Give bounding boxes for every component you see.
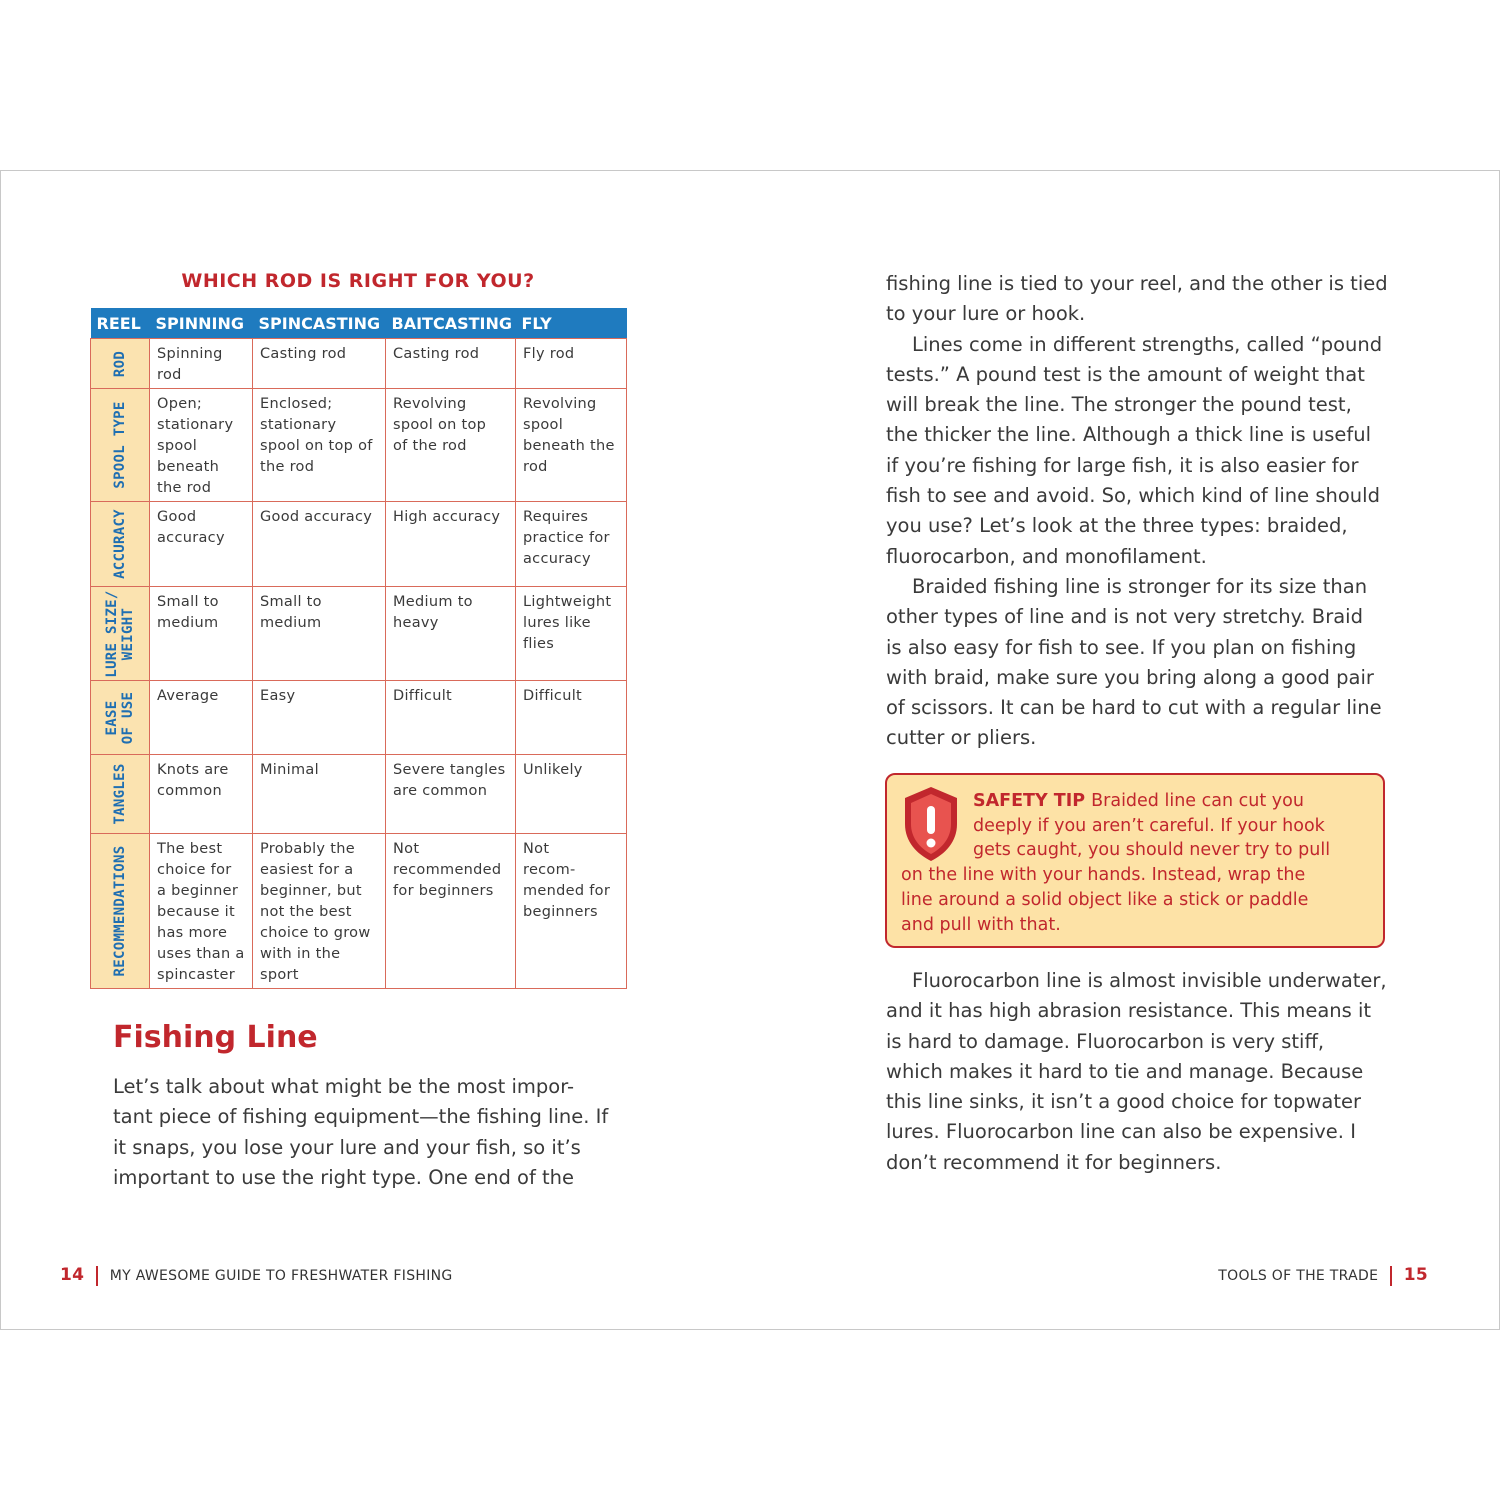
text-line: will break the line. The stronger the pound test,: [886, 393, 1352, 417]
cell-line: Medium to: [393, 594, 473, 610]
row-header: [91, 389, 150, 502]
text-line: you use? Let’s look at the three types: braided,: [886, 514, 1348, 538]
table-cell: [150, 389, 253, 502]
cell-line: sport: [260, 967, 299, 983]
cell-line: lures like: [523, 615, 591, 631]
footer-book-title: MY AWESOME GUIDE TO FRESHWATER FISHING: [109, 1268, 453, 1284]
text-line: tant piece of fishing equipment—the fishing line. If: [113, 1105, 609, 1129]
table-cell: [253, 834, 386, 989]
text-line: Lines come in different strengths, called “pound: [912, 332, 1383, 356]
row-header-label: [104, 590, 136, 677]
cell-line: stationary: [260, 417, 337, 433]
page-number-right: 15: [1403, 1265, 1428, 1285]
text-line: lures. Fluorocarbon line can also be expensive. I: [886, 1120, 1356, 1144]
text-line: this line sinks, it isn’t a good choice for topwater: [886, 1090, 1362, 1114]
row-header: [91, 681, 150, 755]
header-reel: REEL: [91, 308, 150, 339]
cell-line: uses than a: [157, 946, 245, 962]
cell-line: rod: [157, 367, 182, 383]
cell-line: Difficult: [393, 688, 453, 704]
table-cell: [150, 502, 253, 587]
cell-line: because it: [157, 904, 235, 920]
row-header-text: ROD: [112, 350, 128, 377]
section-heading: Fishing Line: [113, 1020, 318, 1055]
cell-line: spool: [523, 417, 564, 433]
table-row: [91, 502, 627, 587]
safety-tip-line: line around a solid object like a stick or paddle: [901, 889, 1309, 910]
table-cell: [386, 755, 516, 834]
row-header: [91, 755, 150, 834]
text-line: don’t recommend it for beginners.: [886, 1150, 1222, 1174]
text-line: Braided fishing line is stronger for its size than: [912, 574, 1368, 598]
table-cell: [386, 587, 516, 681]
table-row: [91, 755, 627, 834]
cell-line: Severe tangles: [393, 762, 506, 778]
table-header-row: [91, 308, 627, 339]
cell-line: spool on top: [393, 417, 487, 433]
table-cell: [516, 681, 627, 755]
header-spinning: SPINNING: [150, 308, 253, 339]
cell-line: has more: [157, 925, 228, 941]
text-line: is also easy for fish to see. If you plan on fishing: [886, 635, 1357, 659]
safety-tip-line: Braided line can cut you: [1091, 791, 1304, 811]
text-line: with braid, make sure you bring along a good pair: [886, 665, 1374, 689]
row-header-text: TANGLES: [112, 763, 128, 825]
table-cell: [386, 681, 516, 755]
table-cell: [253, 681, 386, 755]
cell-line: Probably the: [260, 841, 355, 857]
cell-line: Minimal: [260, 762, 319, 778]
text-line: if you’re fishing for large fish, it is also easier for: [886, 453, 1359, 477]
cell-line: recom-: [523, 862, 576, 878]
cell-line: beneath: [157, 459, 220, 475]
cell-line: High accuracy: [393, 509, 501, 525]
cell-line: choice to grow: [260, 925, 371, 941]
row-header: [91, 587, 150, 681]
cell-line: spincaster: [157, 967, 235, 983]
cell-line: beneath the: [523, 438, 615, 454]
row-header-text: SPOOL TYPE: [112, 401, 128, 489]
header-spincasting: SPINCASTING: [253, 308, 386, 339]
cell-line: of the rod: [393, 438, 467, 454]
row-header: [91, 502, 150, 587]
cell-line: the rod: [260, 459, 315, 475]
cell-line: Enclosed;: [260, 396, 333, 412]
cell-line: Revolving: [393, 396, 467, 412]
row-header: [91, 834, 150, 989]
cell-line: spool on top of: [260, 438, 373, 454]
row-header-text: LURE SIZE/: [104, 589, 120, 678]
table-cell: [386, 502, 516, 587]
cell-line: Average: [157, 688, 219, 704]
table-row: [91, 587, 627, 681]
cell-line: Revolving: [523, 396, 597, 412]
cell-line: Small to: [260, 594, 322, 610]
text-line: and it has high abrasion resistance. This means it: [886, 999, 1372, 1023]
table-cell: [516, 755, 627, 834]
table-cell: [150, 339, 253, 389]
safety-tip-line: deeply if you aren’t careful. If your hook: [973, 815, 1325, 836]
row-header-label: [112, 401, 128, 488]
cell-line: flies: [523, 636, 555, 652]
rod-comparison-table: [90, 308, 627, 989]
table-row: [91, 389, 627, 502]
cell-line: Requires: [523, 509, 589, 525]
header-baitcasting: BAITCASTING: [386, 308, 516, 339]
safety-tip-box: [885, 773, 1385, 948]
table-cell: [253, 502, 386, 587]
text-line: of scissors. It can be hard to cut with a regular line: [886, 696, 1382, 720]
cell-line: spool: [157, 438, 198, 454]
text-line: fish to see and avoid. So, which kind of line should: [886, 484, 1380, 508]
row-header-label: [112, 846, 128, 977]
cell-line: common: [157, 783, 222, 799]
table-cell: [253, 389, 386, 502]
text-line: which makes it hard to tie and manage. Because: [886, 1059, 1364, 1083]
cell-line: Casting rod: [260, 346, 347, 362]
table-title: WHICH ROD IS RIGHT FOR YOU?: [181, 270, 535, 292]
row-header-text: ACCURACY: [112, 509, 128, 579]
table-row: [91, 834, 627, 989]
table-cell: [253, 339, 386, 389]
right-paragraph-bottom: [886, 966, 1387, 1178]
cell-line: practice for: [523, 530, 610, 546]
text-line: other types of line and is not very stretchy. Braid: [886, 605, 1363, 629]
table-cell: [150, 755, 253, 834]
cell-line: a beginner: [157, 883, 239, 899]
footer-right: [1218, 1265, 1428, 1286]
text-line: Fluorocarbon line is almost invisible underwater,: [912, 969, 1387, 992]
cell-line: with in the: [260, 946, 341, 962]
right-paragraphs-top: [886, 269, 1388, 754]
cell-line: not the best: [260, 904, 352, 920]
text-line: is hard to damage. Fluorocarbon is very stiff,: [886, 1029, 1325, 1053]
safety-tip-label: SAFETY TIP: [973, 791, 1086, 811]
row-header-text: WEIGHT: [120, 607, 136, 660]
text-line: fishing line is tied to your reel, and the other is tied: [886, 272, 1388, 295]
cell-line: Casting rod: [393, 346, 480, 362]
table-row: [91, 681, 627, 755]
text-line: it snaps, you lose your lure and your fish, so it’s: [113, 1135, 581, 1159]
row-header-label: [112, 350, 128, 376]
left-paragraph: [113, 1072, 608, 1193]
table-cell: [253, 755, 386, 834]
footer-divider: [96, 1266, 98, 1286]
cell-line: beginners: [523, 904, 598, 920]
table-cell: [150, 834, 253, 989]
cell-line: the rod: [157, 480, 212, 496]
cell-line: recommended: [393, 862, 502, 878]
cell-line: are common: [393, 783, 488, 799]
cell-line: Good: [157, 509, 197, 525]
safety-tip-line: on the line with your hands. Instead, wrap the: [901, 865, 1306, 886]
row-header-text: RECOMMENDATIONS: [112, 845, 128, 977]
cell-line: easiest for a: [260, 862, 354, 878]
cell-line: medium: [260, 615, 322, 631]
text-line: the thicker the line. Although a thick line is useful: [886, 423, 1372, 447]
table-cell: [386, 389, 516, 502]
table-cell: [516, 502, 627, 587]
cell-line: Fly rod: [523, 346, 575, 362]
row-header-text: OF USE: [120, 691, 136, 744]
table-cell: [516, 587, 627, 681]
footer-chapter-title: TOOLS OF THE TRADE: [1218, 1268, 1379, 1284]
row-header-label: [112, 509, 128, 579]
cell-line: Not: [393, 841, 420, 857]
cell-line: Easy: [260, 688, 296, 704]
table-cell: [516, 834, 627, 989]
text-line: fluorocarbon, and monofilament.: [886, 544, 1207, 568]
footer-divider: [1390, 1266, 1392, 1286]
table-cell: [150, 681, 253, 755]
table-cell: [516, 389, 627, 502]
cell-line: rod: [523, 459, 548, 475]
cell-line: stationary: [157, 417, 234, 433]
row-header-text: EASE: [104, 700, 120, 735]
page-number-left: 14: [60, 1265, 85, 1285]
safety-tip-line: gets caught, you should never try to pull: [973, 840, 1331, 861]
cell-line: Unlikely: [523, 762, 583, 778]
row-header-label: [104, 691, 136, 743]
cell-line: beginner, but: [260, 883, 362, 899]
table-cell: [150, 587, 253, 681]
cell-line: Difficult: [523, 688, 583, 704]
table-cell: [516, 339, 627, 389]
cell-line: choice for: [157, 862, 232, 878]
header-fly: FLY: [516, 308, 627, 339]
cell-line: Not: [523, 841, 550, 857]
text-line: cutter or pliers.: [886, 726, 1037, 750]
table-cell: [386, 834, 516, 989]
cell-line: accuracy: [523, 551, 591, 567]
cell-line: heavy: [393, 615, 439, 631]
safety-tip-text: [901, 789, 1330, 937]
text-line: to your lure or hook.: [886, 302, 1086, 326]
cell-line: Spinning: [157, 346, 223, 362]
cell-line: for beginners: [393, 883, 494, 899]
table-cell: [253, 587, 386, 681]
cell-line: medium: [157, 615, 219, 631]
text-line: Let’s talk about what might be the most impor-: [113, 1075, 575, 1098]
table-cell: [386, 339, 516, 389]
cell-line: Small to: [157, 594, 219, 610]
footer-left: [60, 1265, 453, 1286]
cell-line: Lightweight: [523, 594, 612, 610]
cell-line: mended for: [523, 883, 611, 899]
table-row: [91, 339, 627, 389]
text-line: tests.” A pound test is the amount of weight that: [886, 362, 1365, 386]
cell-line: Good accuracy: [260, 509, 373, 525]
row-header: [91, 339, 150, 389]
page-edge-left: [0, 171, 1, 1329]
safety-tip-line: and pull with that.: [901, 914, 1061, 935]
cell-line: Knots are: [157, 762, 229, 778]
text-line: important to use the right type. One end of the: [113, 1165, 575, 1189]
cell-line: accuracy: [157, 530, 225, 546]
cell-line: Open;: [157, 396, 203, 412]
cell-line: The best: [157, 841, 223, 857]
row-header-label: [112, 763, 128, 824]
